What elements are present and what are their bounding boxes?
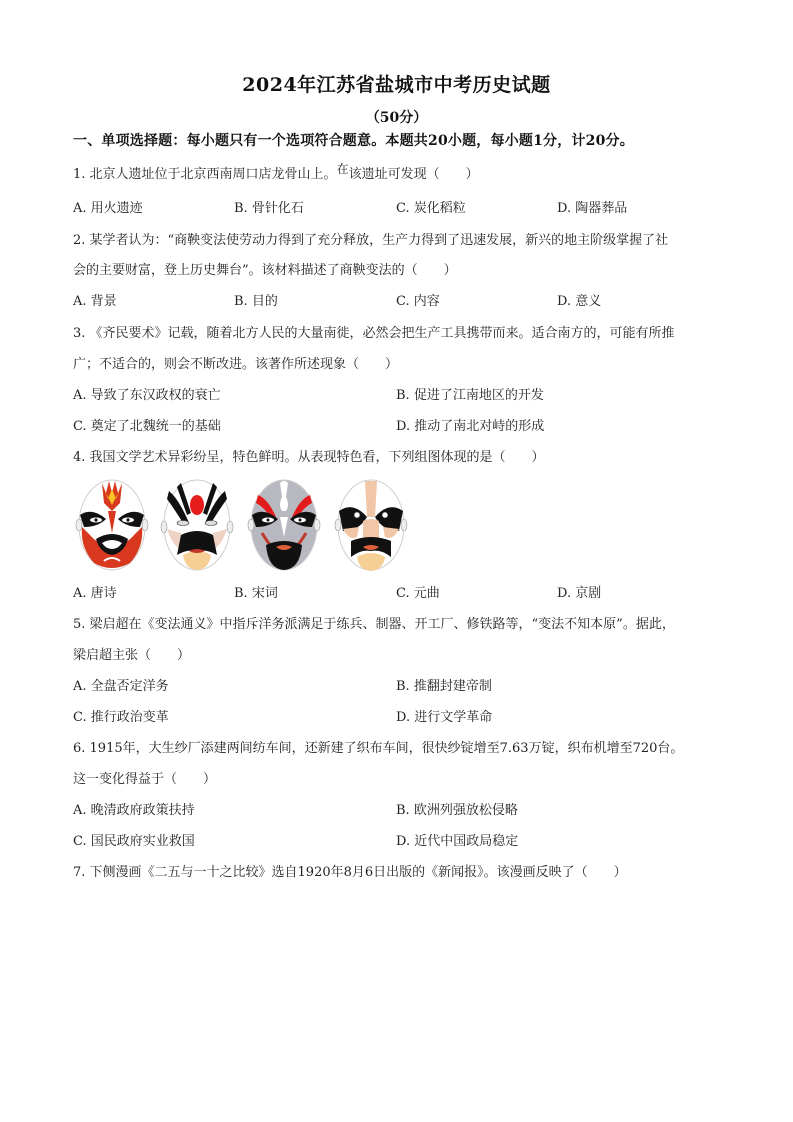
question-2-option-b[interactable]: B. 目的 bbox=[234, 294, 278, 309]
question-6-stem-line-1: 6. 1915年，大生纱厂添建两间纺车间，还新建了织布车间，很快纱锭增至7.63万锭，织布机增至720台。 bbox=[73, 741, 684, 756]
question-3-option-b[interactable]: B. 促进了江南地区的开发 bbox=[396, 388, 544, 403]
question-5-option-a[interactable]: A. 全盘否定洋务 bbox=[73, 679, 169, 694]
question-5-option-b[interactable]: B. 推翻封建帝制 bbox=[396, 679, 492, 694]
opera-mask-gray-icon bbox=[246, 477, 322, 573]
question-6-stem-line-2: 这一变化得益于（ ） bbox=[73, 772, 217, 787]
question-3-option-d[interactable]: D. 推动了南北对峙的形成 bbox=[396, 419, 545, 434]
opera-masks-figure bbox=[74, 477, 419, 573]
question-text: 北京人遗址位于北京西南周口店龙骨山上。 bbox=[89, 167, 337, 182]
question-1-option-c[interactable]: C. 炭化稻粒 bbox=[396, 201, 466, 216]
question-3-option-c[interactable]: C. 奠定了北魏统一的基础 bbox=[73, 419, 221, 434]
question-1-stem bbox=[73, 162, 479, 184]
question-3-stem-line-2: 广；不适合的，则会不断改进。该著作所述现象（ ） bbox=[73, 357, 399, 372]
section-heading: 一、单项选择题：每小题只有一个选项符合题意。本题共20小题，每小题1分，计20分。 bbox=[73, 133, 634, 149]
question-5-option-c[interactable]: C. 推行政治变革 bbox=[73, 710, 169, 725]
question-text-raised: 在 bbox=[336, 162, 349, 176]
opera-mask-white-icon bbox=[159, 477, 235, 573]
question-7-stem: 7. 下侧漫画《二五与一十之比较》选自1920年8月6日出版的《新闻报》。该漫画反映了（ ） bbox=[73, 865, 627, 880]
question-6-option-d[interactable]: D. 近代中国政局稳定 bbox=[396, 834, 519, 849]
question-6-option-b[interactable]: B. 欧洲列强放松侵略 bbox=[396, 803, 518, 818]
question-3-stem-line-1: 3. 《齐民要术》记载，随着北方人民的大量南徙，必然会把生产工具携带而来。适合南方的，可能有所推 bbox=[73, 326, 675, 341]
question-1-option-b[interactable]: B. 骨针化石 bbox=[234, 201, 304, 216]
question-5-stem-line-1: 5. 梁启超在《变法通义》中指斥洋务派满足于练兵、制器、开工厂、修铁路等，“变法不知本原”。据此， bbox=[73, 617, 675, 632]
question-2-option-d[interactable]: D. 意义 bbox=[557, 294, 602, 309]
question-6-option-a[interactable]: A. 晚清政府政策扶持 bbox=[73, 803, 195, 818]
question-1-option-d[interactable]: D. 陶器葬品 bbox=[557, 201, 628, 216]
exam-total-score: （50分） bbox=[365, 110, 428, 126]
question-number: 1. bbox=[73, 167, 86, 182]
question-4-option-d[interactable]: D. 京剧 bbox=[557, 586, 602, 601]
opera-mask-red-icon bbox=[74, 477, 150, 573]
question-3-option-a[interactable]: A. 导致了东汉政权的衰亡 bbox=[73, 388, 221, 403]
opera-mask-pink-icon bbox=[333, 477, 409, 573]
question-5-stem-line-2: 梁启超主张（ ） bbox=[73, 648, 191, 663]
question-2-option-c[interactable]: C. 内容 bbox=[396, 294, 440, 309]
question-2-stem-line-2: 会的主要财富，登上历史舞台”。该材料描述了商鞅变法的（ ） bbox=[73, 263, 457, 278]
question-5-option-d[interactable]: D. 进行文学革命 bbox=[396, 710, 493, 725]
question-6-option-c[interactable]: C. 国民政府实业救国 bbox=[73, 834, 195, 849]
question-4-option-a[interactable]: A. 唐诗 bbox=[73, 586, 117, 601]
question-2-option-a[interactable]: A. 背景 bbox=[73, 294, 117, 309]
question-text: 该遗址可发现（ ） bbox=[348, 167, 479, 182]
question-4-option-b[interactable]: B. 宋词 bbox=[234, 586, 278, 601]
exam-title: 2024年江苏省盐城市中考历史试题 bbox=[242, 74, 551, 96]
question-2-stem-line-1: 2. 某学者认为：“商鞅变法使劳动力得到了充分释放，生产力得到了迅速发展，新兴的地主阶级掌握了社 bbox=[73, 233, 669, 248]
question-4-stem: 4. 我国文学艺术异彩纷呈，特色鲜明。从表现特色看，下列组图体现的是（ ） bbox=[73, 450, 545, 465]
question-4-option-c[interactable]: C. 元曲 bbox=[396, 586, 440, 601]
question-1-option-a[interactable]: A. 用火遗迹 bbox=[73, 201, 143, 216]
